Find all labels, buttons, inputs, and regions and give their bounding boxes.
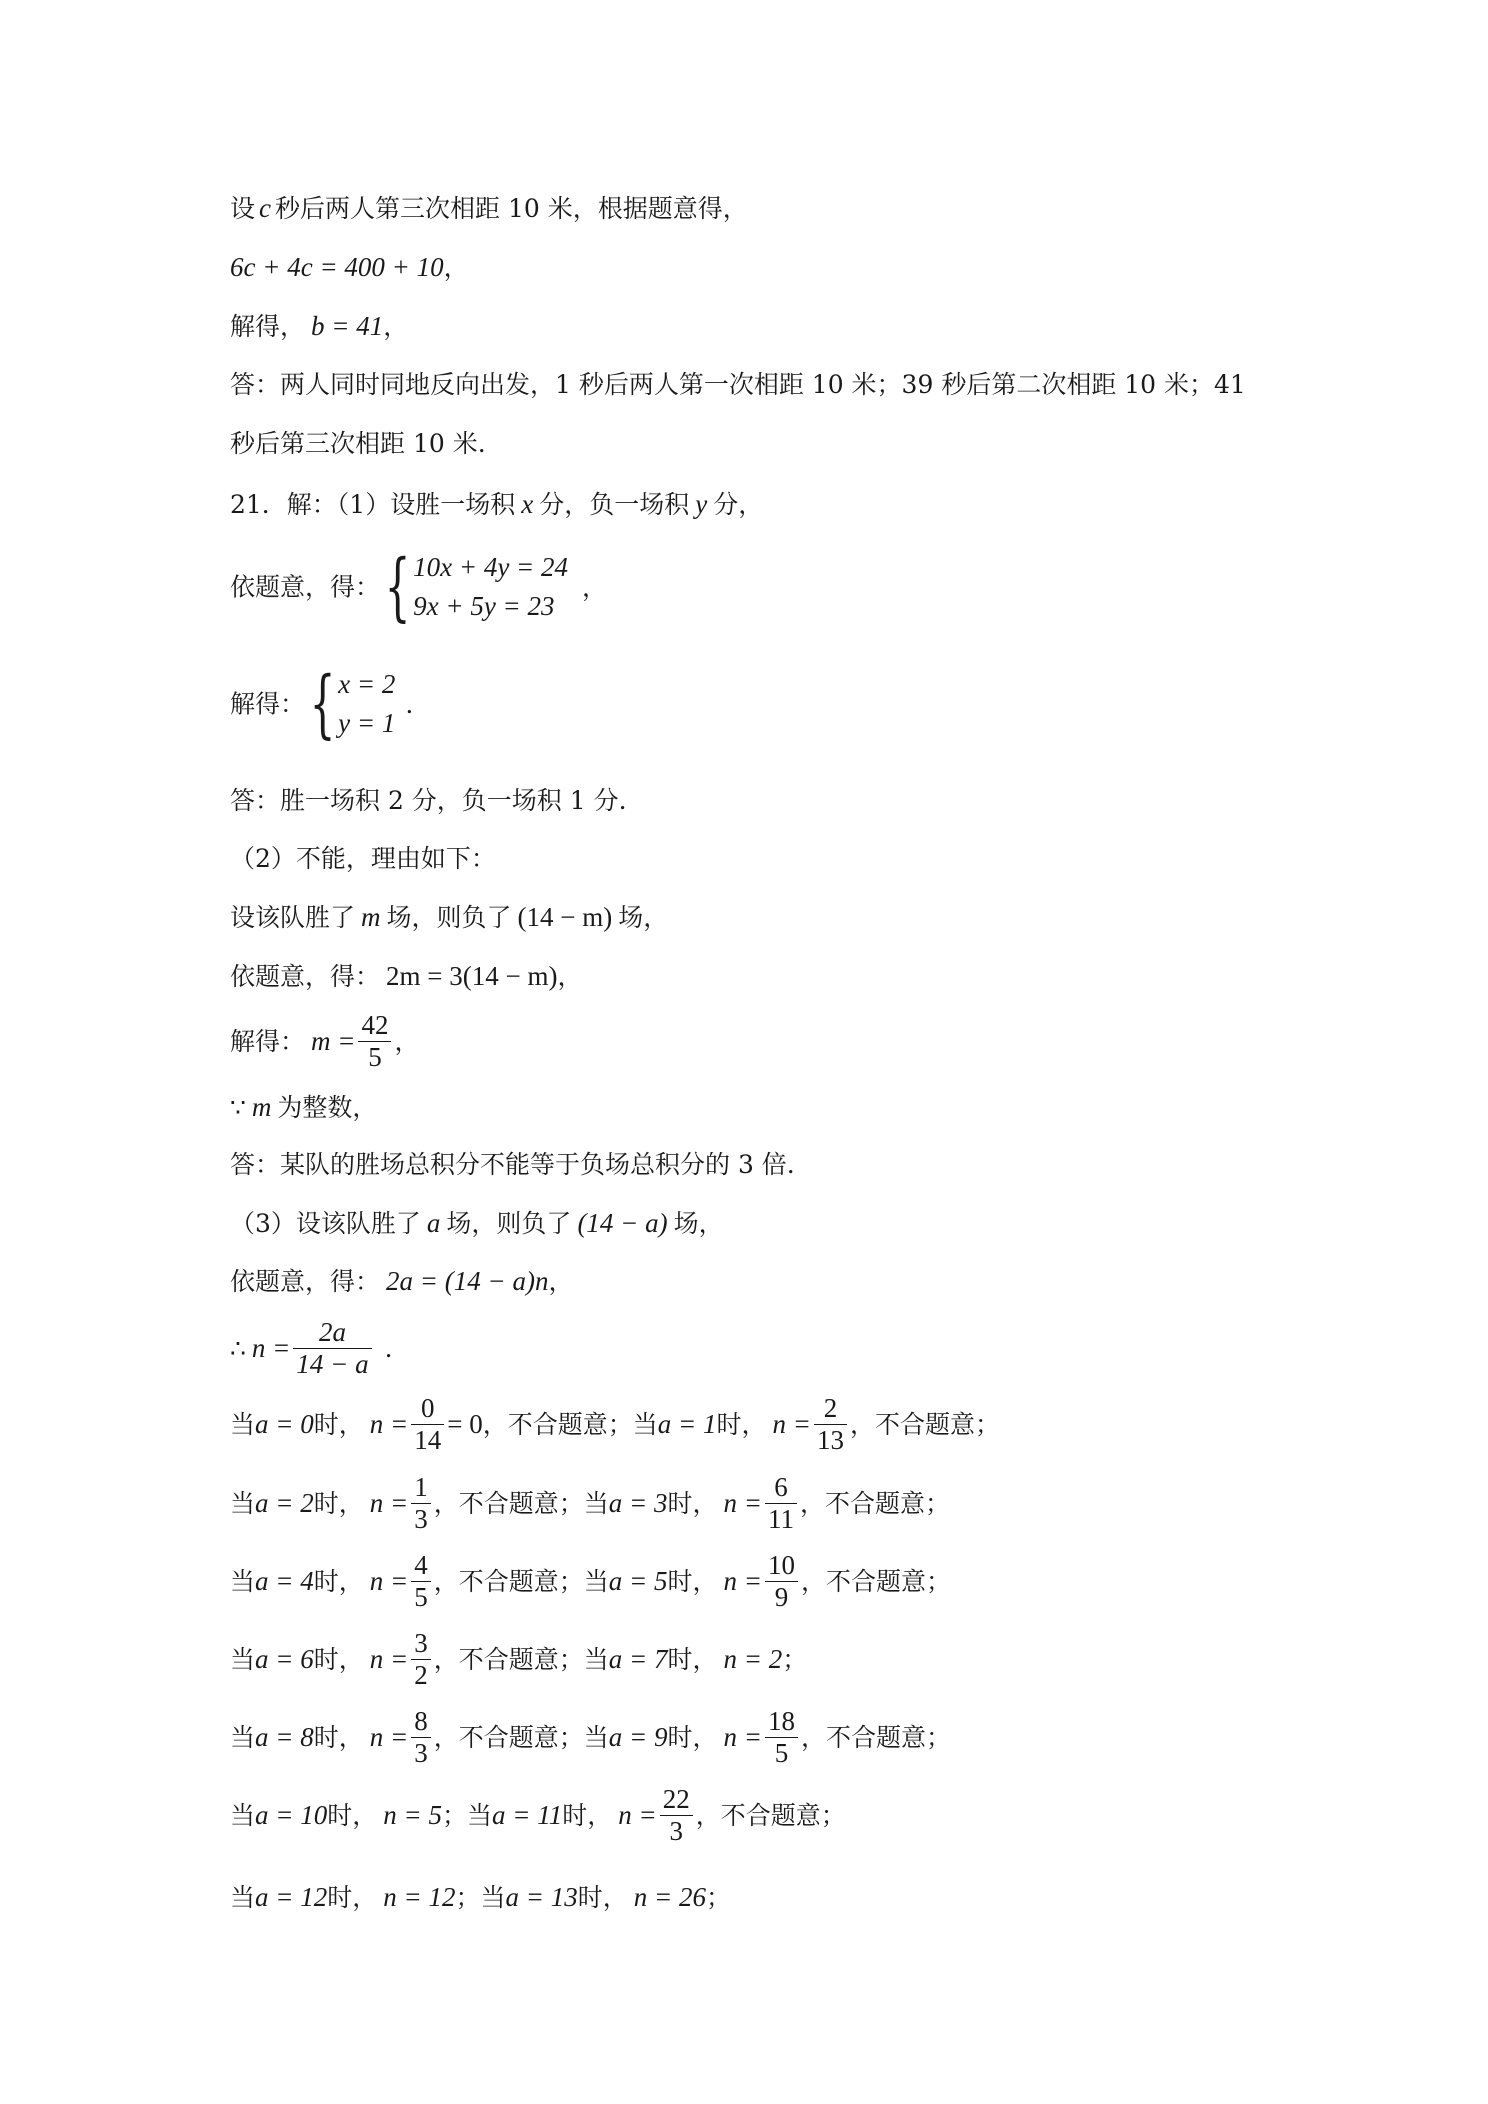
math-expr: n = 2 (723, 1644, 783, 1675)
fraction (411, 1550, 431, 1613)
text: ，不合题意； (801, 1723, 952, 1753)
condition: a = 11 (492, 1800, 563, 1831)
math-expr: n = (723, 1488, 763, 1519)
numerator: 2 (814, 1393, 847, 1425)
text-line: 答：两人同时同地反向出发，1 秒后两人第一次相距 10 米；39 秒后第二次相距 10 米；41 (230, 370, 1246, 399)
text: 当 (230, 1801, 256, 1831)
math-expr: = 0 (447, 1409, 483, 1440)
numerator: 10 (765, 1550, 798, 1582)
text-line: 答：胜一场积 2 分，负一场积 1 分. (230, 786, 627, 815)
equation: 6c + 4c = 400 + 10 (230, 252, 444, 282)
brace: { (384, 544, 411, 631)
text-line (230, 904, 668, 931)
numerator: 42 (358, 1010, 391, 1042)
condition: a = 2 (255, 1488, 314, 1519)
equation-system-line (230, 544, 608, 631)
text: 时， (313, 1489, 364, 1519)
fraction (765, 1706, 798, 1769)
equation: 9x + 5y = 23 (413, 591, 555, 622)
condition: a = 0 (255, 1409, 314, 1440)
text-line (230, 1210, 724, 1237)
text: 时， (667, 1489, 718, 1519)
math-var: a (426, 1208, 441, 1238)
fraction (293, 1317, 371, 1380)
equation: 2a = (14 − a)n (386, 1266, 549, 1296)
text: 当 (467, 1801, 493, 1831)
case-line (230, 1393, 1000, 1456)
text: 场， (673, 1209, 724, 1238)
equation: 10x + 4y = 24 (413, 552, 569, 582)
fraction (411, 1706, 431, 1769)
denominator: 5 (774, 1738, 789, 1769)
text: 场，则负了 (446, 1209, 572, 1238)
text: 分，负一场积 (539, 490, 690, 519)
text: ，不合题意； (433, 1645, 584, 1675)
text: 时， (327, 1883, 378, 1912)
condition: a = 6 (255, 1644, 314, 1675)
text: 设 (230, 194, 256, 223)
condition: a = 9 (608, 1722, 668, 1753)
numerator: 18 (765, 1706, 798, 1738)
punct: ， (582, 572, 608, 602)
text: 设该队胜了 (230, 903, 356, 932)
text: ，不合题意； (800, 1489, 951, 1519)
text: 当 (480, 1883, 506, 1912)
denominator: 11 (768, 1504, 795, 1535)
equation-system (305, 661, 396, 748)
text-line (230, 1094, 377, 1121)
math-expr: n = (772, 1409, 811, 1440)
equation: x = 2 (338, 669, 396, 699)
fraction (411, 1472, 431, 1535)
denominator: 5 (414, 1582, 428, 1613)
fraction (765, 1550, 798, 1613)
text: 当 (230, 1723, 256, 1753)
case-line (230, 1706, 951, 1769)
numerator: 6 (765, 1472, 797, 1504)
brace: { (309, 661, 336, 748)
denominator: 14 − a (296, 1349, 369, 1380)
math-expr: (14 − m) (517, 902, 613, 932)
denominator: 3 (414, 1504, 428, 1535)
denominator: 5 (368, 1042, 382, 1073)
math-expr: (14 − a) (577, 1208, 668, 1238)
text: 分， (713, 490, 764, 519)
text: 当 (230, 1645, 256, 1675)
text: ，不合题意； (850, 1410, 1001, 1440)
text: 场，则负了 (386, 903, 512, 932)
equation-line (230, 254, 469, 281)
text: 当 (583, 1723, 609, 1753)
math-expr: n = (369, 1488, 409, 1519)
math-expr: n = (723, 1722, 763, 1753)
text: 时， (577, 1883, 628, 1912)
equation-line (230, 1010, 420, 1073)
text: 时， (313, 1723, 364, 1753)
numerator: 3 (411, 1628, 431, 1660)
math-expr: n = 26 (633, 1882, 707, 1912)
text: 解得： (230, 689, 306, 719)
text-line: 答：某队的胜场总积分不能等于负场总积分的 3 倍. (230, 1150, 795, 1179)
case-line (230, 1628, 807, 1691)
text: 当 (583, 1567, 609, 1597)
text: 场， (618, 903, 669, 932)
text: 为整数， (277, 1093, 378, 1122)
equation-line (230, 1317, 393, 1380)
equation-system (380, 544, 569, 631)
text: 解得： (230, 1027, 306, 1057)
math-expr: n = (369, 1644, 409, 1675)
fraction (660, 1784, 693, 1847)
text-line (230, 963, 582, 990)
numerator: 1 (411, 1472, 431, 1504)
numerator: 0 (411, 1393, 444, 1425)
fraction (411, 1393, 444, 1456)
text: 当 (583, 1645, 609, 1675)
denominator: 13 (817, 1425, 844, 1456)
text: 时， (313, 1645, 364, 1675)
text: ； (706, 1883, 732, 1912)
question-21-heading (230, 491, 763, 518)
condition: a = 5 (608, 1566, 668, 1597)
condition: a = 10 (255, 1800, 328, 1831)
condition: a = 4 (255, 1566, 314, 1597)
text: 时， (667, 1645, 718, 1675)
math-expr: n = (618, 1800, 657, 1831)
fraction (814, 1393, 847, 1456)
math-expr: n = (723, 1566, 763, 1597)
condition: a = 12 (255, 1882, 328, 1912)
denominator: 3 (414, 1738, 428, 1769)
math-expr: m = (311, 1026, 356, 1057)
text: 21．解：（1）设胜一场积 (230, 490, 516, 519)
text: 当 (230, 1489, 256, 1519)
numerator: 8 (411, 1706, 431, 1738)
text: 当 (230, 1410, 256, 1440)
condition: a = 1 (657, 1409, 717, 1440)
text-line: （2）不能，理由如下： (230, 844, 496, 873)
punct: ， (443, 253, 469, 282)
equation: y = 1 (338, 708, 396, 739)
punct: ， (548, 1267, 574, 1296)
text: 依题意，得： (230, 1267, 381, 1296)
text: ； (782, 1645, 808, 1675)
text-line (230, 1268, 573, 1295)
punct: . (384, 1334, 393, 1364)
equation: b = 41 (311, 311, 384, 341)
condition: a = 13 (505, 1882, 578, 1912)
text: 时， (667, 1567, 718, 1597)
because-symbol: ∵ (230, 1093, 246, 1122)
text: （3）设该队胜了 (230, 1209, 421, 1238)
text: ，不合题意； (801, 1567, 952, 1597)
text: 秒后两人第三次相距 10 米，根据题意得， (275, 194, 748, 223)
text-line: 秒后第三次相距 10 米. (230, 429, 486, 458)
math-var: c (259, 193, 271, 223)
text: 当 (632, 1410, 658, 1440)
fraction (358, 1010, 391, 1073)
therefore-symbol: ∴ (230, 1334, 246, 1364)
denominator: 3 (669, 1816, 683, 1847)
text: 解得， (230, 312, 306, 341)
text: 当 (583, 1489, 609, 1519)
text: 当 (230, 1883, 256, 1912)
punct: ， (383, 312, 409, 341)
text: 依题意，得： (230, 962, 381, 991)
text: ； (455, 1883, 481, 1912)
text-line (230, 313, 408, 340)
fraction (411, 1628, 431, 1691)
punct: . (405, 689, 414, 719)
math-var: m (251, 1092, 272, 1122)
math-expr: n = 5 (383, 1800, 442, 1831)
text: ，不合题意； (695, 1801, 846, 1831)
math-expr: n = (369, 1566, 409, 1597)
condition: a = 8 (255, 1722, 314, 1753)
condition: a = 7 (608, 1644, 668, 1675)
text: ，不合题意； (433, 1567, 584, 1597)
denominator: 14 (414, 1425, 442, 1456)
text: 时， (562, 1801, 613, 1831)
text: 时， (667, 1723, 718, 1753)
text: ，不合题意； (433, 1489, 584, 1519)
text: 当 (230, 1567, 256, 1597)
text: 依题意，得： (230, 572, 381, 602)
equation-system-line (230, 661, 414, 748)
equation: 2m = 3(14 − m) (386, 961, 558, 991)
punct: ， (557, 962, 583, 991)
case-line (230, 1884, 731, 1911)
case-line (230, 1784, 846, 1847)
math-var: y (695, 489, 708, 519)
text: 时， (313, 1567, 364, 1597)
punct: ， (394, 1027, 420, 1057)
math-expr: n = 12 (383, 1882, 456, 1912)
text: ，不合题意； (433, 1723, 584, 1753)
text: 时， (313, 1410, 364, 1440)
numerator: 22 (660, 1784, 693, 1816)
text: ； (442, 1801, 468, 1831)
denominator: 2 (414, 1660, 428, 1691)
case-line (230, 1472, 950, 1535)
math-var: x (521, 489, 534, 519)
denominator: 9 (774, 1582, 789, 1613)
math-var: m (361, 902, 381, 932)
text: 时， (716, 1410, 767, 1440)
fraction (765, 1472, 797, 1535)
numerator: 2a (293, 1317, 371, 1349)
math-expr: n = (251, 1333, 291, 1364)
text-line (230, 195, 748, 222)
text: 时， (327, 1801, 378, 1831)
numerator: 4 (411, 1550, 431, 1582)
math-expr: n = (369, 1722, 409, 1753)
text: ，不合题意； (482, 1410, 633, 1440)
math-expr: n = (369, 1409, 409, 1440)
condition: a = 3 (608, 1488, 668, 1519)
case-line (230, 1550, 951, 1613)
